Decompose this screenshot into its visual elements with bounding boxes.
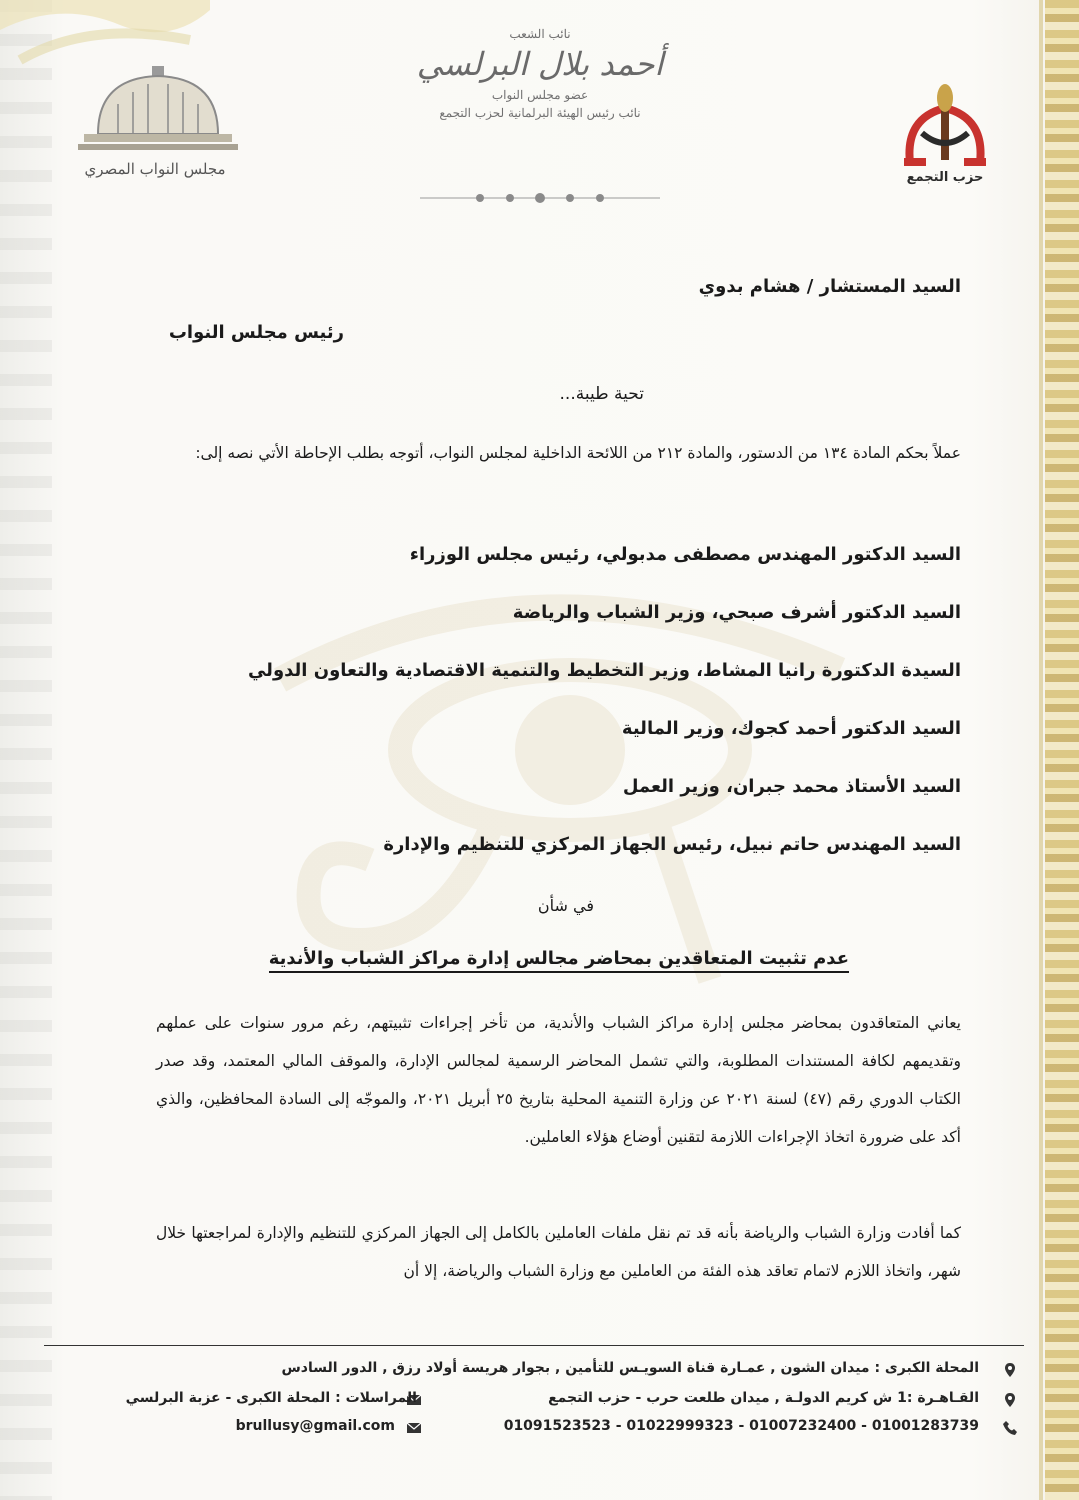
recipient: السيد المهندس حاتم نبيل، رئيس الجهاز المركزي للتنظيم والإدارة	[383, 834, 961, 855]
envelope-icon	[406, 1420, 422, 1436]
recipient: السيد الأستاذ محمد جبران، وزير العمل	[622, 776, 961, 797]
body-paragraph: كما أفادت وزارة الشباب والرياضة بأنه قد تم نقل ملفات العاملين بالكامل إلى الجهاز المركزي للتنظيم والإدارة لمراجعتها خلال شهر، واتخاذ اللازم لاتمام تعاقد هذه الفئة من العاملين مع وزارة الشباب والرياضة، إلا أن	[156, 1224, 961, 1280]
footer-email-link[interactable]: brullusy@gmail.com	[235, 1418, 395, 1434]
mp-header	[390, 26, 690, 122]
footer-divider	[44, 1345, 1024, 1346]
body-paragraph: يعاني المتعاقدون بمحاضر مجلس إدارة مراكز الشباب والأندية، من تأخر إجراءات تثبيتهم، رغم مرور سنوات على عملهم وتقديمهم لكافة المستندات المطلوبة، والتي تشمل المحاضر الرسمية لمجالس الإدارة، والموقف المالي المعتمد، وقد صدر الكتاب الدوري رقم (٤٧) لسنة ٢٠٢١ عن وزارة التنمية المحلية بتاريخ ٢٥ أبريل ٢٠٢١، والموجّه إلى السادة المحافظين، والذي أكد على ضرورة اتخاذ الإجراءات اللازمة لتقنين أوضاع هؤلاء العاملين.	[156, 1014, 961, 1146]
mp-name: أحمد بلال البرلسي	[416, 45, 664, 83]
subject-heading: عدم تثبيت المتعاقدين بمحاضر مجالس إدارة مراكز الشباب والأندية	[269, 948, 849, 973]
addressee-line: السيد المستشار / هشام بدوي	[698, 276, 961, 297]
left-decorative-border	[0, 0, 52, 1500]
right-decorative-border	[1045, 0, 1079, 1500]
regarding-label: في شأن	[537, 896, 594, 915]
mp-role-2: نائب رئيس الهيئة البرلمانية لحزب التجمع	[439, 106, 641, 120]
mp-title: نائب الشعب	[509, 27, 571, 41]
footer-address-cairo: القـاهـرة :1 ش كريم الدولـة , ميدان طلعت حرب - حزب التجمع	[548, 1390, 979, 1406]
recipient: السيد الدكتور أشرف صبحي، وزير الشباب والرياضة	[512, 602, 961, 623]
location-pin-icon	[1002, 1392, 1018, 1408]
parliament-dome-icon	[78, 64, 238, 160]
footer-address-mahalla: المحلة الكبرى : ميدان الشون , عمـارة قناة السويـس للتأمين , بجوار هريسة أولاد رزق , الدور السادس	[281, 1360, 979, 1376]
intro-paragraph: عملاً بحكم المادة ١٣٤ من الدستور، والمادة ٢١٢ من اللائحة الداخلية لمجلس النواب، أتوجه بطلب الإحاطة الأتي نصه إلى:	[195, 444, 961, 462]
header-ornament-icon	[420, 190, 660, 206]
greeting: تحية طيبة...	[559, 384, 644, 404]
parliament-name: مجلس النواب المصري	[84, 160, 226, 178]
recipient: السيد الدكتور المهندس مصطفى مدبولي، رئيس مجلس الوزراء	[409, 544, 961, 565]
addressee-title: رئيس مجلس النواب	[168, 322, 344, 343]
phone-icon	[1002, 1420, 1018, 1436]
mp-role: عضو مجلس النواب	[491, 88, 589, 102]
location-pin-icon	[1002, 1362, 1018, 1378]
right-border-line	[1039, 0, 1043, 1500]
footer-correspondence: المراسلات : المحلة الكبرى - عزبة البرلسي	[125, 1390, 417, 1406]
footer-phones: 01091523523 - 01022999323 - 01007232400 - 01001283739	[503, 1418, 979, 1434]
recipient: السيدة الدكتورة رانيا المشاط، وزير التخطيط والتنمية الاقتصادية والتعاون الدولي	[247, 660, 961, 681]
party-name: حزب التجمع	[906, 170, 984, 185]
recipient: السيد الدكتور أحمد كجوك، وزير المالية	[621, 718, 961, 739]
